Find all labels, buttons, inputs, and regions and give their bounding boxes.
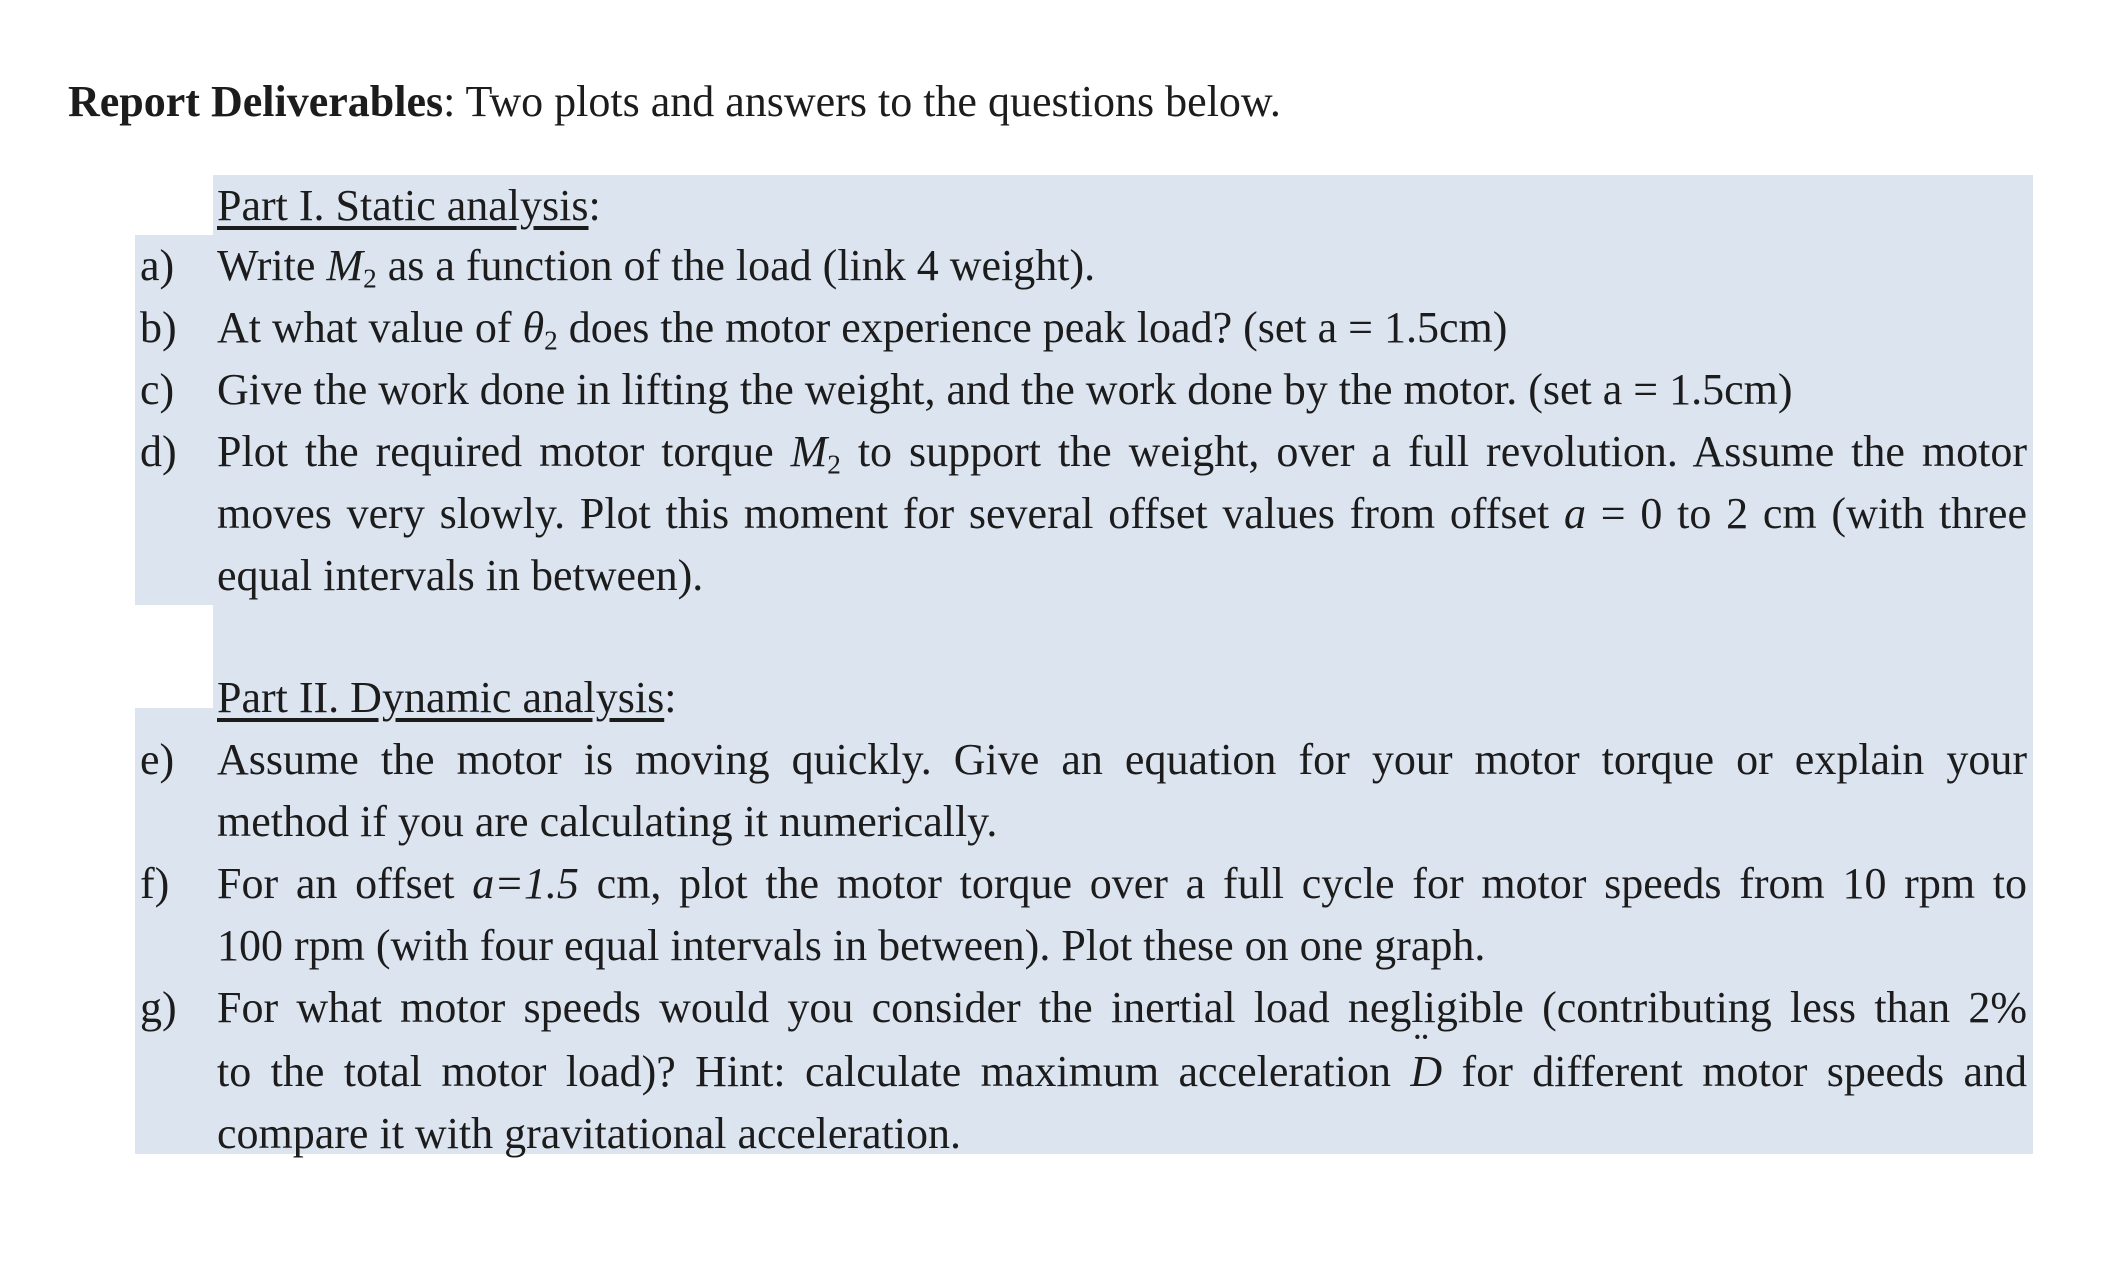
item-c-text: Give the work done in lifting the weight, and the work done by the motor. (set a = 1.5cm): [217, 365, 1793, 414]
item-f-line2: 100 rpm (with four equal intervals in between). Plot these on one graph.: [217, 921, 1486, 970]
item-d-line2-var: a: [1564, 489, 1587, 538]
item-b-sub: 2: [544, 325, 558, 356]
part2-heading-text: Part II. Dynamic analysis: [217, 673, 665, 722]
item-g-label: g): [140, 983, 177, 1032]
item-b-text: [217, 300, 1507, 356]
item-d-line1-post: to support the weight, over a full revolution. Assume the motor: [840, 427, 2027, 476]
item-b-label: b): [140, 303, 177, 352]
item-g-line2-post: for different motor speeds and: [1442, 1047, 2027, 1096]
item-b-var: θ: [522, 303, 545, 352]
part2-heading-colon: :: [664, 673, 677, 722]
item-a-var: M: [326, 241, 364, 290]
item-g-line2-var: ¨ D: [1410, 1044, 1442, 1100]
item-d-line2-post: = 0 to 2 cm (with three: [1586, 489, 2027, 538]
part1-heading: [217, 178, 601, 234]
report-deliverables-heading: [68, 72, 1281, 132]
item-d-line3: equal intervals in between).: [217, 551, 704, 600]
item-d-line2-pre: moves very slowly. Plot this moment for several offset values from offset: [217, 489, 1565, 538]
item-d-label: d): [140, 427, 177, 476]
item-e-label: e): [140, 735, 175, 784]
item-f-label: f): [140, 859, 170, 908]
item-d-line2: [217, 486, 2027, 542]
item-f-line1-pre: For an offset: [217, 859, 473, 908]
part2-heading: [217, 670, 676, 726]
item-a-text: [217, 238, 1095, 294]
item-e-line2: method if you are calculating it numerically.: [217, 797, 998, 846]
item-d-sub: 2: [827, 449, 841, 480]
item-e-line1: Assume the motor is moving quickly. Give an equation for your motor torque or explain your: [217, 735, 2027, 784]
item-g-line1: For what motor speeds would you consider the inertial load negligible (contributing less than 2%: [217, 983, 2027, 1032]
item-d-line1: [217, 424, 2027, 480]
item-a-sub: 2: [363, 263, 377, 294]
part1-heading-text: Part I. Static analysis: [217, 181, 589, 230]
item-f-line1: [217, 856, 2027, 912]
heading-bold: Report Deliverables: [68, 77, 444, 126]
part1-heading-colon: :: [588, 181, 601, 230]
item-g-line3: compare it with gravitational acceleration.: [217, 1109, 962, 1158]
item-b-post: does the motor experience peak load? (set a = 1.5cm): [557, 303, 1508, 352]
item-a-post: as a function of the load (link 4 weight).: [376, 241, 1096, 290]
item-d-line1-pre: Plot the required motor torque: [217, 427, 791, 476]
item-c-label: c): [140, 365, 175, 414]
item-f-line1-post: cm, plot the motor torque over a full cycle for motor speeds from 10 rpm to: [578, 859, 2028, 908]
item-b-pre: At what value of: [217, 303, 523, 352]
heading-rest: : Two plots and answers to the questions below.: [443, 77, 1281, 126]
item-f-line1-var: a=1.5: [472, 859, 579, 908]
item-a-pre: Write: [217, 241, 327, 290]
item-g-line2-pre: to the total motor load)? Hint: calculate maximum acceleration: [217, 1047, 1411, 1096]
item-a-label: a): [140, 241, 175, 290]
item-g-line2: [217, 1044, 2027, 1100]
item-d-var: M: [790, 427, 828, 476]
